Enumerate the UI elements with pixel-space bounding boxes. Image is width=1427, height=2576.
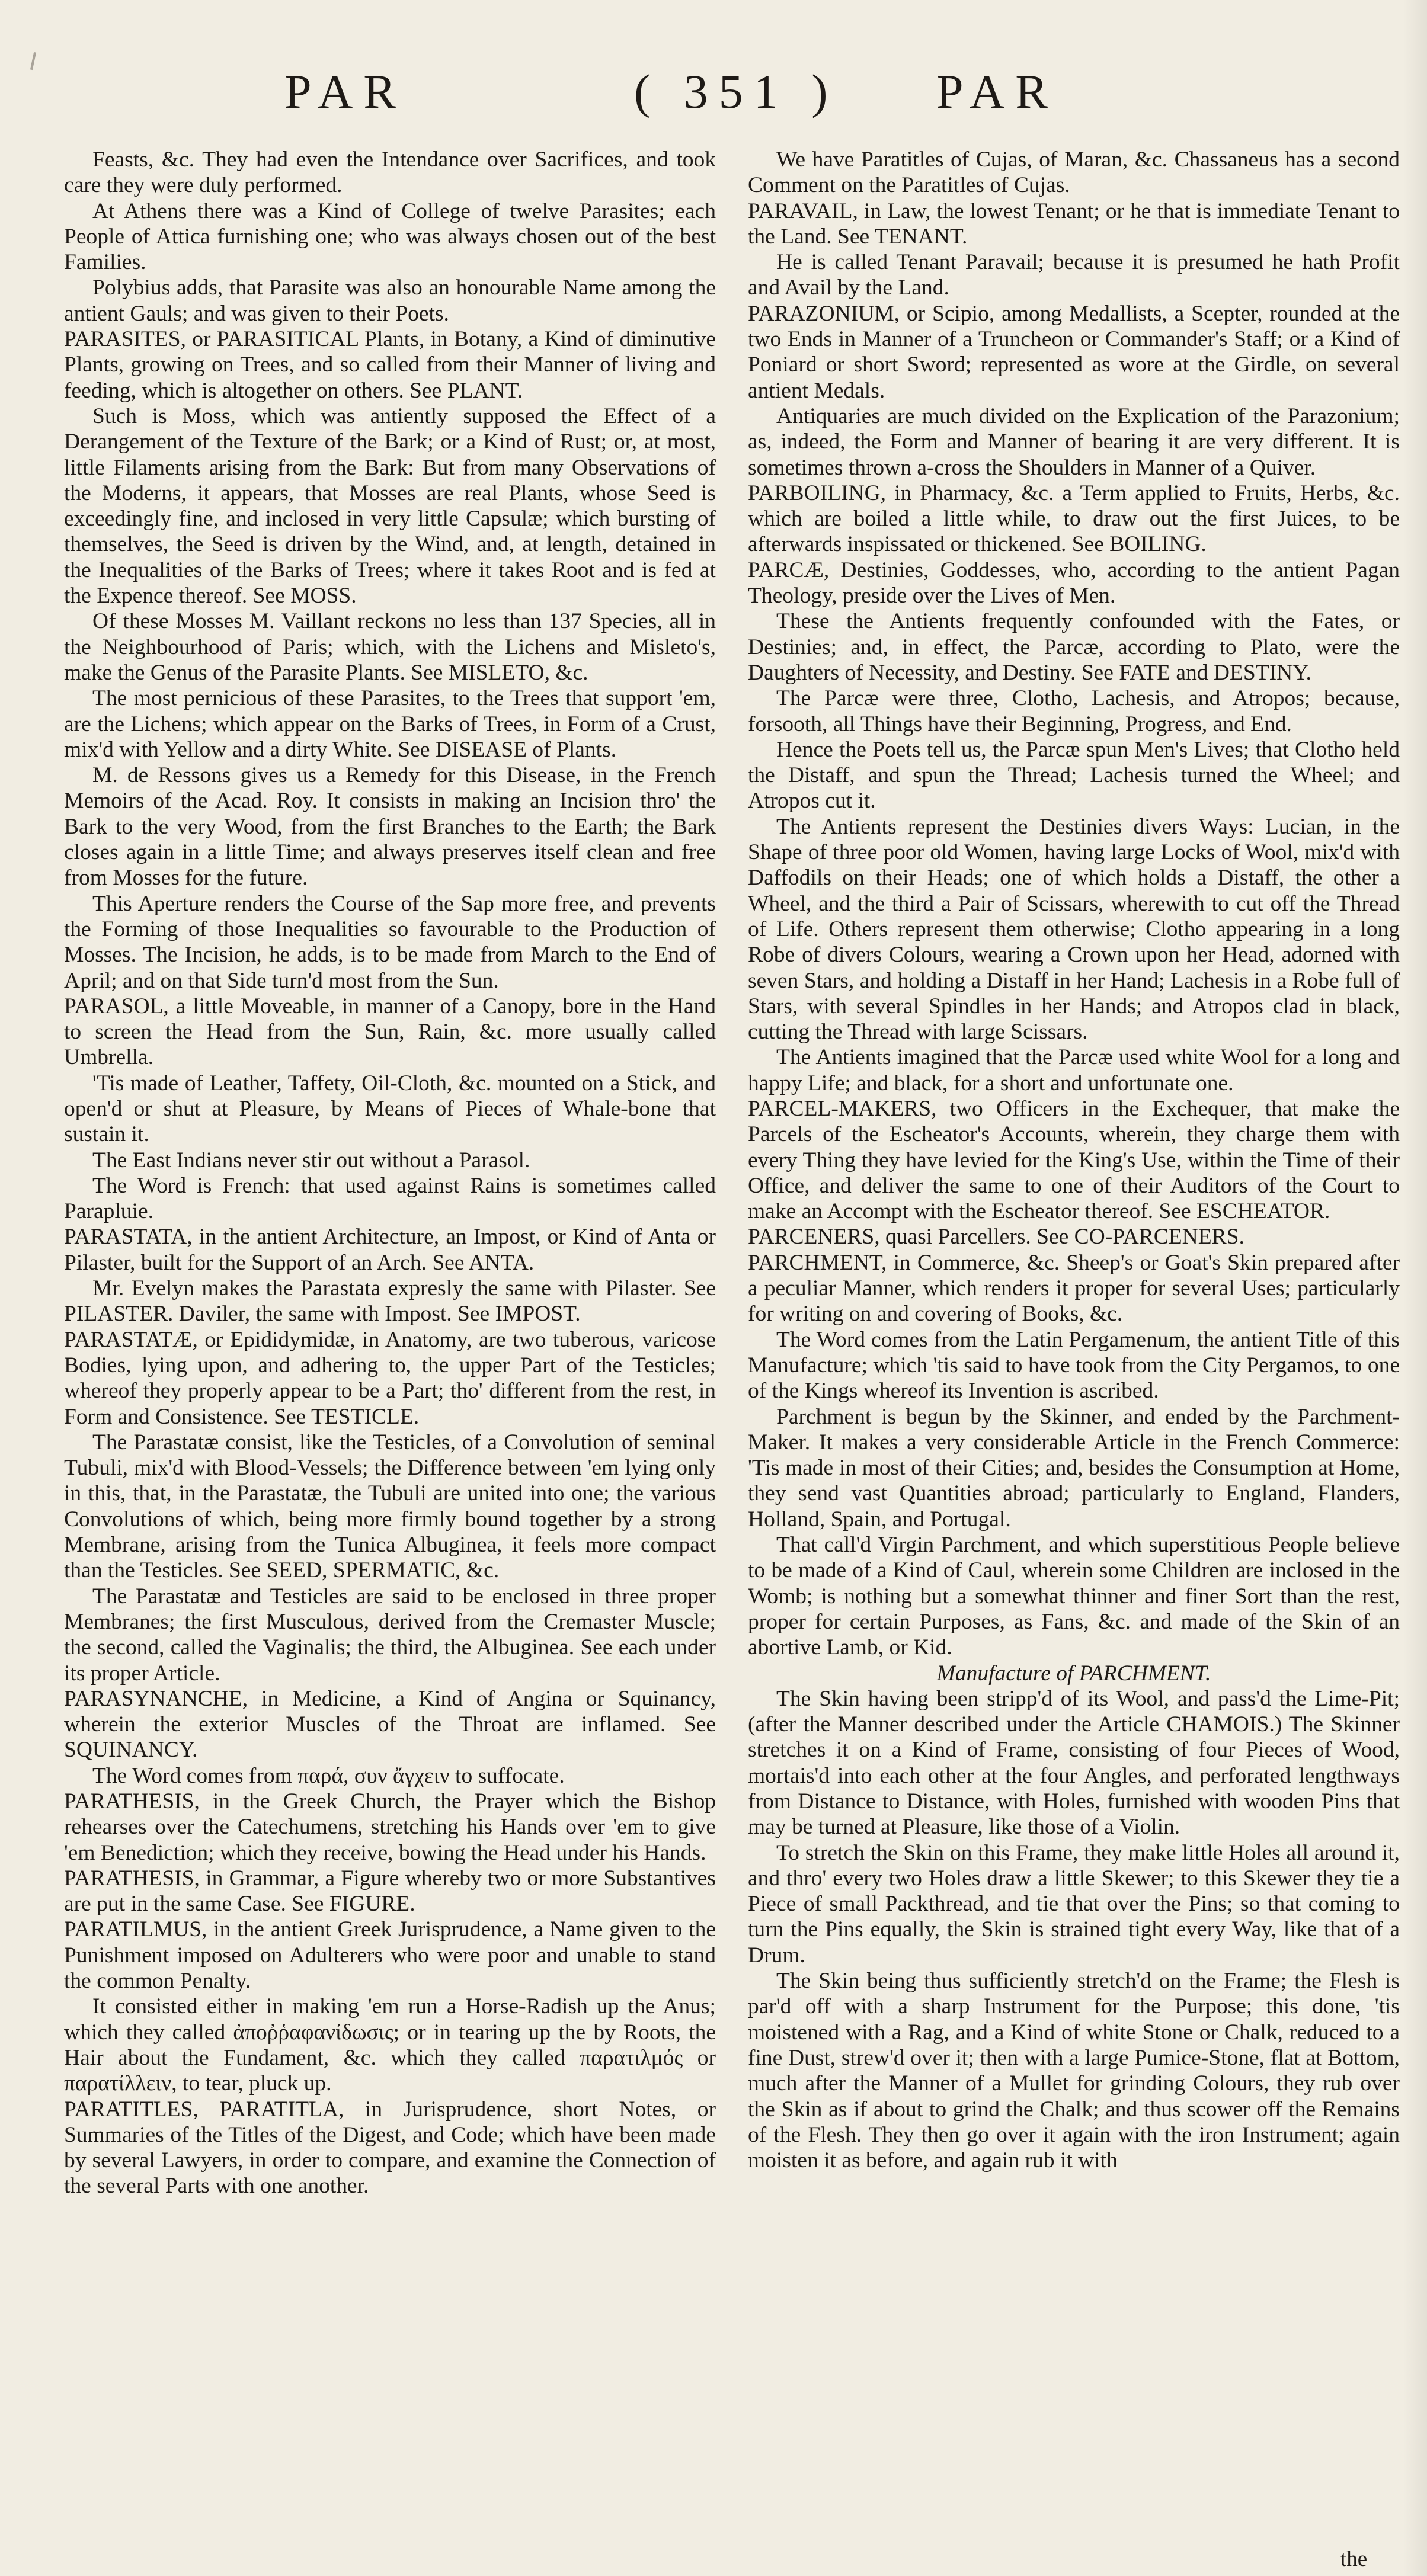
- left-column-paragraph: Feasts, &c. They had even the Intendance over Sacrifices, and took care they were duly performed.: [64, 148, 716, 198]
- left-column-paragraph: The East Indians never stir out without a Parasol.: [92, 1148, 530, 1172]
- left-column-paragraph: The Parastatæ and Testicles are said to be enclosed in three proper Membranes; the first Musculous, derived from the Cremaster Muscle; the second, called the Vaginalis; the third, the Albuginea. See each under its proper Article.: [64, 1584, 716, 1686]
- left-column-paragraph: Mr. Evelyn makes the Parastata expresly the same with Pilaster. See PILASTER. Daviler, the same with Impost. See IMPOST.: [64, 1276, 716, 1327]
- left-column-paragraph: PARATHESIS, in Grammar, a Figure whereby two or more Substantives are put in the same Case. See FIGURE.: [64, 1866, 716, 1917]
- left-column-paragraph: M. de Ressons gives us a Remedy for this Disease, in the French Memoirs of the Acad. Roy. It consists in making an Incision thro' the Bark to the very Wood, from the first Branches to the Earth; the Bark closes again in a little Time; and always preserves itself clean and free from Mosses for the future.: [64, 763, 716, 890]
- right-column-paragraph: PARCÆ, Destinies, Goddesses, who, according to the antient Pagan Theology, preside over the Lives of Men.: [748, 558, 1400, 608]
- right-column-paragraph: The Skin having been stripp'd of its Wool, and pass'd the Lime-Pit; (after the Manner described under the Article CHAMOIS.) The Skinner stretches it on a Kind of Frame, consisting of four Pieces of Wood, mortais'd into each other at the four Angles, and perforated lengthways from Distance to Distance, with Holes, furnished with wooden Pins that may be turned at Pleasure, like those of a Violin.: [748, 1686, 1400, 1840]
- left-column-paragraph: PARASITES, or PARASITICAL Plants, in Botany, a Kind of diminutive Plants, growing on Trees, and so called from their Manner of living and feeding, which is altogether on others. See PLANT.: [64, 327, 716, 403]
- right-column-paragraph: We have Paratitles of Cujas, of Maran, &c. Chassaneus has a second Comment on the Paratitles of Cujas.: [748, 148, 1400, 198]
- left-column-paragraph: Of these Mosses M. Vaillant reckons no less than 137 Species, all in the Neighbourhood of Paris; which, with the Lichens and Misleto's, make the Genus of the Parasite Plants. See MISLETO, &c.: [64, 609, 716, 685]
- left-column-paragraph: Polybius adds, that Parasite was also an honourable Name among the antient Gauls; and was given to their Poets.: [64, 275, 716, 326]
- left-column-paragraph: PARASTATA, in the antient Architecture, an Impost, or Kind of Anta or Pilaster, built for the Support of an Arch. See ANTA.: [64, 1225, 716, 1275]
- right-column-paragraph: He is called Tenant Paravail; because it is presumed he hath Profit and Avail by the Land.: [748, 250, 1400, 300]
- catchword: the: [1340, 2547, 1368, 2571]
- running-head-left: PAR: [284, 65, 407, 118]
- right-column-paragraph: Manufacture of PARCHMENT.: [936, 1661, 1211, 1686]
- right-column: [748, 147, 1400, 2173]
- left-column-paragraph: Such is Moss, which was antiently supposed the Effect of a Derangement of the Texture of the Bark; or a Kind of Rust; or, at most, little Filaments arising from the Bark: But from many Observations of the Moderns, it appears, that Mosses are real Plants, whose Seed is exceedingly fine, and inclosed in very little Capsulæ; which bursting of themselves, the Seed is driven by the Wind, and, at length, detained in the Inequalities of the Barks of Trees; where it takes Root and is fed at the Expence thereof. See MOSS.: [64, 403, 716, 608]
- left-column: [64, 147, 716, 2199]
- right-column-paragraph: The Word comes from the Latin Pergamenum, the antient Title of this Manufacture; which 'tis said to have took from the City Pergamos, to one of the Kings whereof its Invention is ascribed.: [748, 1327, 1400, 1404]
- left-column-paragraph: The Parastatæ consist, like the Testicles, of a Convolution of seminal Tubuli, mix'd with Blood-Vessels; the Difference between 'em lying only in this, that, in the Parastatæ, the Tubuli are united into one; the various Convolutions of which, being more firmly bound together by a strong Membrane, arising from the Tunica Albuginea, it feels more compact than the Testicles. See SEED, SPERMATIC, &c.: [64, 1430, 716, 1583]
- right-column-paragraph: PARBOILING, in Pharmacy, &c. a Term applied to Fruits, Herbs, &c. which are boiled a little while, to draw out the first Juices, to be afterwards inspissated or thickened. See BOILING.: [748, 480, 1400, 557]
- left-column-paragraph: PARASOL, a little Moveable, in manner of a Canopy, bore in the Hand to screen the Head from the Sun, Rain, &c. more usually called Umbrella.: [64, 994, 716, 1070]
- right-column-paragraph: The Antients imagined that the Parcæ used white Wool for a long and happy Life; and black, for a short and unfortunate one.: [748, 1045, 1400, 1095]
- left-column-paragraph: PARATITLES, PARATITLA, in Jurisprudence, short Notes, or Summaries of the Titles of the Digest, and Code; which have been made by several Lawyers, in order to compare, and examine the Connection of the several Parts with one another.: [64, 2097, 716, 2199]
- right-column-paragraph: These the Antients frequently confounded with the Fates, or Destinies; and, in effect, the Parcæ, according to Plato, were the Daughters of Necessity, and Destiny. See FATE and DESTINY.: [748, 609, 1400, 685]
- right-column-paragraph: PARAZONIUM, or Scipio, among Medallists, a Scepter, rounded at the two Ends in Manner of a Truncheon or Commander's Staff; or a Kind of Poniard or short Sword; represented as wore at the Girdle, on several antient Medals.: [748, 301, 1400, 403]
- right-column-paragraph: PARCENERS, quasi Parcellers. See CO-PARCENERS.: [748, 1225, 1244, 1249]
- left-column-paragraph: PARASYNANCHE, in Medicine, a Kind of Angina or Squinancy, wherein the exterior Muscles of the Throat are inflamed. See SQUINANCY.: [64, 1686, 716, 1763]
- left-column-paragraph: PARATHESIS, in the Greek Church, the Prayer which the Bishop rehearses over the Catechumens, stretching his Hands over 'em to give 'em Benediction; which they receive, bowing the Head under his Hands.: [64, 1789, 716, 1865]
- right-column-paragraph: PARAVAIL, in Law, the lowest Tenant; or he that is immediate Tenant to the Land. See TENANT.: [748, 198, 1400, 249]
- left-column-paragraph: The Word comes from παρά, συν ἄγχειν to suffocate.: [92, 1763, 565, 1788]
- right-column-paragraph: The Parcæ were three, Clotho, Lachesis, and Atropos; because, forsooth, all Things have their Beginning, Progress, and End.: [748, 686, 1400, 736]
- left-column-paragraph: It consisted either in making 'em run a Horse-Radish up the Anus; which they called ἀποῤῥαφανίδωσις; or in tearing up the by Roots, the Hair about the Fundament, &c. which they called παρατιλμός or παρατίλλειν, to tear, pluck up.: [64, 1994, 716, 2096]
- right-column-paragraph: PARCHMENT, in Commerce, &c. Sheep's or Goat's Skin prepared after a peculiar Manner, which renders it proper for several Uses; particularly for writing on and covering of Books, &c.: [748, 1250, 1400, 1327]
- left-column-paragraph: The most pernicious of these Parasites, to the Trees that support 'em, are the Lichens; which appear on the Barks of Trees, in Form of a Crust, mix'd with Yellow and a dirty White. See DISEASE of Plants.: [64, 686, 716, 762]
- left-column-paragraph: At Athens there was a Kind of College of twelve Parasites; each People of Attica furnishing one; who was always chosen out of the best Families.: [64, 198, 716, 275]
- right-column-paragraph: To stretch the Skin on this Frame, they make little Holes all around it, and thro' every two Holes draw a little Skewer; to this Skewer they tie a Piece of small Packthread, and tie that over the Pins; so that coming to turn the Pins equally, the Skin is strained tight every Way, like that of a Drum.: [748, 1840, 1400, 1968]
- right-column-paragraph: PARCEL-MAKERS, two Officers in the Exchequer, that make the Parcels of the Escheator's Accounts, wherein, they charge them with every Thing they have levied for the King's Use, within the Time of their Office, and deliver the same to one of their Auditors of the Court to make an Accompt with the Escheator thereof. See ESCHEATOR.: [748, 1096, 1400, 1224]
- page-edge-shadow: [1403, 0, 1427, 2576]
- left-column-paragraph: 'Tis made of Leather, Taffety, Oil-Cloth, &c. mounted on a Stick, and open'd or shut at Pleasure, by Means of Pieces of Whale-bone that sustain it.: [64, 1071, 716, 1147]
- page-number: ( 351 ): [634, 65, 839, 118]
- running-head-right: PAR: [936, 65, 1058, 118]
- left-column-paragraph: This Aperture renders the Course of the Sap more free, and prevents the Forming of those Inequalities so favourable to the Production of Mosses. The Incision, he adds, is to be made from March to the End of April; and on that Side turn'd most from the Sun.: [64, 891, 716, 993]
- right-column-paragraph: Parchment is begun by the Skinner, and ended by the Parchment-Maker. It makes a very considerable Article in the French Commerce: 'Tis made in most of their Cities; and, besides the Consumption at Home, they send vast Quantities abroad; particularly to England, Flanders, Holland, Spain, and Portugal.: [748, 1404, 1400, 1531]
- running-head: [0, 64, 1427, 141]
- right-column-paragraph: That call'd Virgin Parchment, and which superstitious People believe to be made of a Kind of Caul, wherein some Children are inclosed in the Womb; is nothing but a somewhat thinner and finer Sort than the rest, proper for certain Purposes, as Fans, &c. and made of the Skin of an abortive Lamb, or Kid.: [748, 1533, 1400, 1660]
- right-column-paragraph: The Skin being thus sufficiently stretch'd on the Frame; the Flesh is par'd off with a sharp Instrument for the Purpose; this done, 'tis moistened with a Rag, and a Kind of white Stone or Chalk, reduced to a fine Dust, strew'd over it; then with a large Pumice-Stone, flat at Bottom, much after the Manner of a Mullet for grinding Colours, they rub over the Skin as if about to grind the Chalk; and thus scower off the Remains of the Flesh. They then go over it again with the iron Instrument; again moisten it as before, and again rub it with: [748, 1969, 1400, 2173]
- left-column-paragraph: PARATILMUS, in the antient Greek Jurisprudence, a Name given to the Punishment imposed on Adulterers who were poor and unable to stand the common Penalty.: [64, 1917, 716, 1994]
- right-column-paragraph: The Antients represent the Destinies divers Ways: Lucian, in the Shape of three poor old Women, having large Locks of Wool, mix'd with Daffodils on their Heads; one of which holds a Distaff, the other a Wheel, and the third a Pair of Scissars, wherewith to cut off the Thread of Life. Others represent them otherwise; Clotho appearing in a long Robe of divers Colours, wearing a Crown upon her Head, adorned with seven Stars, and holding a Distaff in her Hand; Lachesis in a Robe full of Stars, with several Spindles in her Hands; and Atropos clad in black, cutting the Thread with large Scissars.: [748, 814, 1400, 1045]
- left-column-paragraph: The Word is French: that used against Rains is sometimes called Parapluie.: [64, 1173, 716, 1224]
- left-column-paragraph: PARASTATÆ, or Epididymidæ, in Anatomy, are two tuberous, varicose Bodies, lying upon, and adhering to, the upper Part of the Testicles; whereof they properly appear to be a Part; tho' different from the rest, in Form and Consistence. See TESTICLE.: [64, 1327, 716, 1429]
- right-column-paragraph: Hence the Poets tell us, the Parcæ spun Men's Lives; that Clotho held the Distaff, and spun the Thread; Lachesis turned the Wheel; and Atropos cut it.: [748, 737, 1400, 813]
- right-column-paragraph: Antiquaries are much divided on the Explication of the Parazonium; as, indeed, the Form and Manner of bearing it are very different. It is sometimes thrown a-cross the Shoulders in Manner of a Quiver.: [748, 403, 1400, 480]
